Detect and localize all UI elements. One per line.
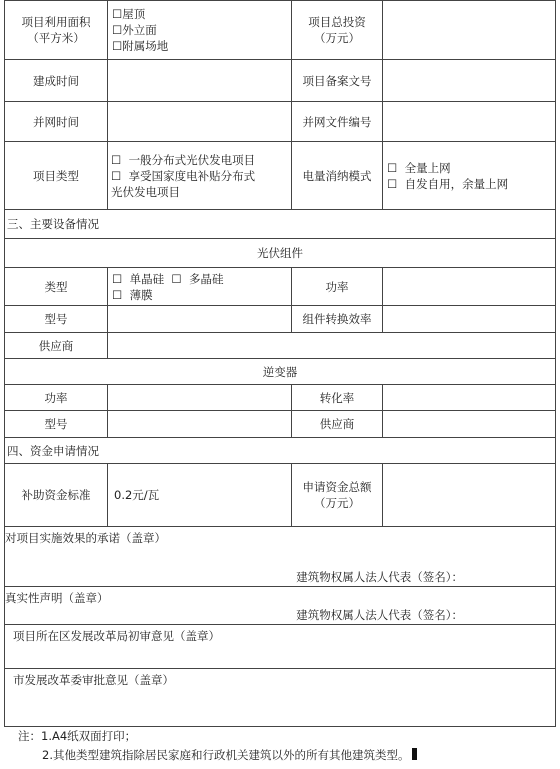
subsidy-standard-value: 0.2元/瓦 bbox=[107, 463, 292, 527]
commitment-signature-label: 建筑物权属人法人代表（签名）： bbox=[296, 570, 463, 584]
consumption-option-full[interactable]: ☐ 全量上网 bbox=[387, 160, 451, 175]
area-option-roof[interactable]: ☐屋顶 bbox=[112, 7, 146, 21]
total-funding-label: 申请资金总额 （万元） bbox=[291, 463, 383, 527]
grid-time-field[interactable] bbox=[107, 101, 292, 142]
area-option-facade[interactable]: ☐外立面 bbox=[112, 23, 157, 37]
text-cursor-icon bbox=[412, 748, 417, 760]
area-label: 项目利用面积 （平方米） bbox=[4, 0, 108, 60]
pv-efficiency-label: 组件转换效率 bbox=[291, 305, 383, 333]
consumption-label: 电量消纳模式 bbox=[291, 141, 383, 210]
pv-power-field[interactable] bbox=[382, 267, 556, 306]
pv-type-options bbox=[107, 267, 292, 306]
pv-supplier-field[interactable] bbox=[107, 332, 556, 359]
project-type-option-general[interactable]: ☐ 一般分布式光伏发电项目 bbox=[111, 152, 256, 167]
commitment-label: 对项目实施效果的承诺（盖章） bbox=[5, 531, 166, 545]
inverter-model-field[interactable] bbox=[107, 410, 292, 438]
pv-efficiency-field[interactable] bbox=[382, 305, 556, 333]
consumption-options bbox=[382, 141, 556, 210]
note-line-1: 注：1.A4纸双面打印； bbox=[18, 729, 137, 743]
notes bbox=[18, 727, 538, 765]
district-review-label: 项目所在区发展改革局初审意见（盖章） bbox=[13, 629, 220, 643]
application-form bbox=[4, 0, 556, 727]
pv-power-label: 功率 bbox=[291, 267, 383, 306]
pv-model-label: 型号 bbox=[4, 305, 108, 333]
area-options bbox=[107, 0, 292, 60]
city-approval-label: 市发展改革委审批意见（盖章） bbox=[13, 673, 174, 687]
grid-doc-field[interactable] bbox=[382, 101, 556, 142]
project-type-option-subsidy-cont: 光伏发电项目 bbox=[111, 184, 180, 199]
consumption-option-self[interactable]: ☐ 自发自用，余量上网 bbox=[387, 176, 509, 191]
city-approval-block[interactable] bbox=[4, 668, 556, 727]
investment-field[interactable] bbox=[382, 0, 556, 60]
authenticity-label: 真实性声明（盖章） bbox=[5, 591, 109, 605]
section-4-title: 四、资金申请情况 bbox=[4, 437, 556, 464]
build-time-label: 建成时间 bbox=[4, 59, 108, 102]
project-type-option-subsidy[interactable]: ☐ 享受国家度电补贴分布式 bbox=[111, 168, 256, 183]
investment-label: 项目总投资 （万元） bbox=[291, 0, 383, 60]
pv-supplier-label: 供应商 bbox=[4, 332, 108, 359]
note-line-2-row bbox=[18, 746, 538, 765]
grid-doc-label: 并网文件编号 bbox=[291, 101, 383, 142]
authenticity-block[interactable] bbox=[4, 586, 556, 625]
build-time-field[interactable] bbox=[107, 59, 292, 102]
commitment-block[interactable] bbox=[4, 526, 556, 587]
filing-no-label: 项目备案文号 bbox=[291, 59, 383, 102]
inverter-title: 逆变器 bbox=[4, 358, 556, 385]
inverter-conversion-field[interactable] bbox=[382, 384, 556, 411]
note-line-2: 2.其他类型建筑指除居民家庭和行政机关建筑以外的所有其他建筑类型。 bbox=[42, 748, 410, 762]
inverter-model-label: 型号 bbox=[4, 410, 108, 438]
pv-type-label: 类型 bbox=[4, 267, 108, 306]
pv-type-option-thin-film[interactable]: ☐ 薄膜 bbox=[112, 287, 153, 302]
inverter-conversion-label: 转化率 bbox=[291, 384, 383, 411]
inverter-power-label: 功率 bbox=[4, 384, 108, 411]
project-type-options bbox=[107, 141, 292, 210]
project-type-label: 项目类型 bbox=[4, 141, 108, 210]
section-3-title: 三、主要设备情况 bbox=[4, 209, 556, 239]
pv-type-option-mono-poly[interactable]: ☐ 单晶硅 ☐ 多晶硅 bbox=[112, 271, 224, 286]
inverter-supplier-label: 供应商 bbox=[291, 410, 383, 438]
inverter-supplier-field[interactable] bbox=[382, 410, 556, 438]
authenticity-signature-label: 建筑物权属人法人代表（签名）： bbox=[296, 608, 463, 622]
filing-no-field[interactable] bbox=[382, 59, 556, 102]
area-option-site[interactable]: ☐附属场地 bbox=[112, 39, 169, 53]
inverter-power-field[interactable] bbox=[107, 384, 292, 411]
subsidy-standard-label: 补助资金标准 bbox=[4, 463, 108, 527]
pv-model-field[interactable] bbox=[107, 305, 292, 333]
district-review-block[interactable] bbox=[4, 624, 556, 669]
grid-time-label: 并网时间 bbox=[4, 101, 108, 142]
total-funding-field[interactable] bbox=[382, 463, 556, 527]
pv-module-title: 光伏组件 bbox=[4, 238, 556, 268]
